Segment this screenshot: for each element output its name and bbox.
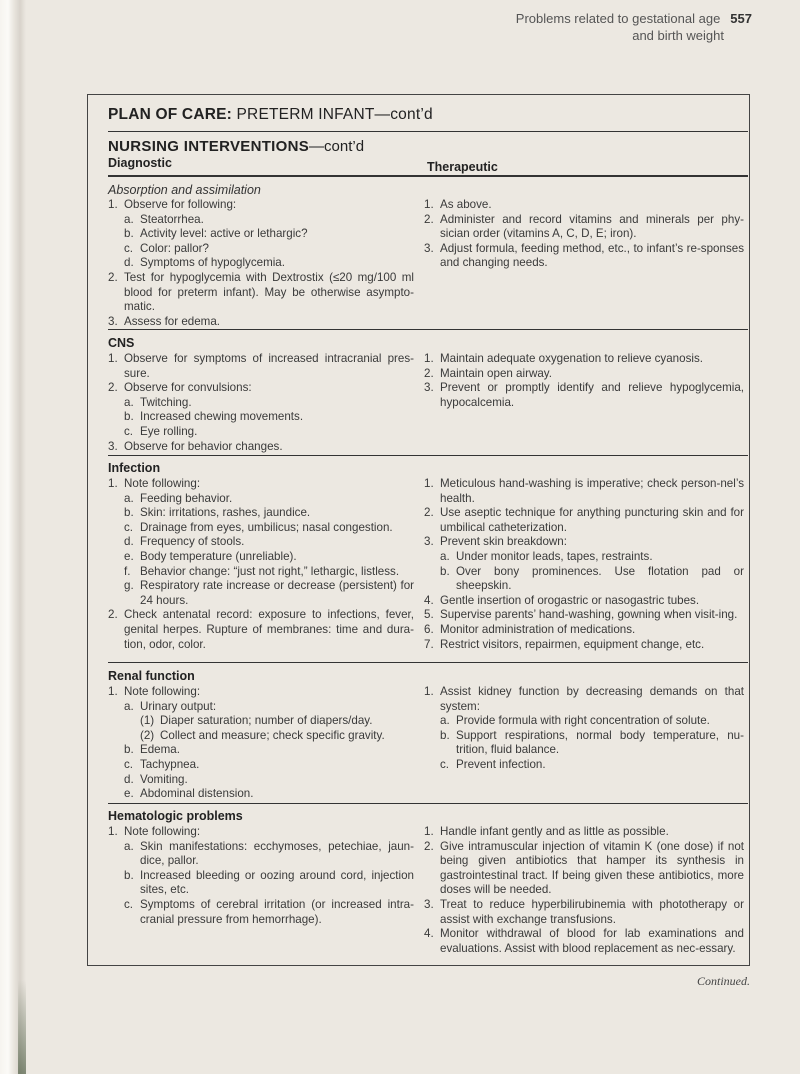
list-item (440, 714, 744, 729)
item-number: 4. (424, 593, 434, 607)
item-text: Observe for convulsions: (124, 381, 252, 395)
list-item (440, 550, 744, 565)
list-item (124, 242, 414, 257)
item-number: 7. (424, 637, 434, 651)
item-text: Note following: (124, 685, 201, 698)
renal-diagnostic (108, 685, 414, 802)
list-item (124, 579, 414, 608)
list-item (424, 685, 744, 714)
item-text: Give intramuscular injection of vitamin K (one dose) if not being given antibiotics that hamper its synthesis in gastrointestinal tract. If being given these antibiotics, more doses will be needed. (440, 839, 744, 897)
item-text: Observe for following: (124, 198, 237, 211)
item-text: Over bony prominences. Use flotation pad or sheepskin. (456, 564, 744, 593)
item-text: Restrict visitors, repairmen, equipment change, etc. (440, 637, 705, 651)
item-text: As above. (440, 198, 492, 211)
list-item (424, 506, 744, 535)
item-text: Skin: irritations, rashes, jaundice. (140, 506, 311, 520)
divider (108, 455, 748, 456)
list-item (440, 729, 744, 758)
list-item (124, 506, 414, 521)
list-item (108, 685, 414, 700)
item-number: (1) (140, 714, 155, 728)
item-number: 1. (424, 352, 434, 365)
list-item (124, 521, 414, 536)
list-item (124, 869, 414, 898)
nursing-bold: NURSING INTERVENTIONS (108, 138, 310, 155)
item-text: Provide formula with right concentration of solute. (456, 714, 710, 728)
item-text: Note following: (124, 477, 201, 490)
item-text: Behavior change: “just not right,” lethargic, listless. (140, 564, 400, 578)
section-title-cns: CNS (108, 336, 135, 350)
divider (108, 329, 748, 330)
item-text: Steatorrhea. (140, 212, 204, 226)
list-item (108, 198, 414, 213)
item-number: 3. (108, 314, 118, 328)
list-item (424, 825, 744, 840)
plan-title-bold: PLAN OF CARE: (108, 106, 233, 123)
item-number: 1. (424, 198, 434, 211)
item-number: 2. (108, 270, 118, 284)
item-text: Observe for symptoms of increased intracranial pres-sure. (124, 352, 414, 380)
item-number: c. (124, 241, 134, 255)
list-item (140, 729, 414, 744)
item-number: 3. (424, 897, 434, 911)
item-text: Treat to reduce hyperbilirubinemia with phototherapy or assist with exchange transfusions. (440, 897, 744, 926)
list-item (124, 213, 414, 228)
list-item (424, 198, 744, 213)
list-item (108, 477, 414, 492)
item-number: a. (124, 699, 134, 713)
item-text: Supervise parents’ hand-washing, gowning when visit-ing. (440, 608, 738, 622)
item-text: Adjust formula, feeding method, etc., to infant’s re-sponses and changing needs. (440, 241, 744, 270)
item-number: 1. (108, 685, 118, 698)
item-text: Twitching. (140, 395, 192, 409)
list-item (424, 381, 744, 410)
item-number: b. (124, 868, 134, 882)
item-text: Color: pallor? (140, 241, 209, 255)
item-text: Prevent infection. (456, 757, 546, 771)
item-text: Handle infant gently and as little as possible. (440, 825, 669, 838)
list-item (124, 227, 414, 242)
list-item (440, 565, 744, 594)
item-text: Gentle insertion of orogastric or nasogastric tubes. (440, 593, 700, 607)
list-item (124, 492, 414, 507)
nursing-rest: —cont’d (309, 138, 365, 155)
item-text: Symptoms of cerebral irritation (or increased intra-cranial pressure from hemorrhage). (140, 897, 414, 926)
list-item (424, 352, 744, 367)
item-text: Test for hypoglycemia with Dextrostix (≤20 mg/100 ml blood for preterm infant). May be otherwise asympto-matic. (124, 270, 414, 314)
item-text: Meticulous hand-washing is imperative; check person-nel’s health. (440, 477, 744, 505)
list-item (108, 271, 414, 315)
column-header-diagnostic: Diagnostic (108, 156, 172, 170)
item-text: Vomiting. (140, 772, 188, 786)
item-text: Observe for behavior changes. (124, 439, 283, 453)
item-text: Maintain adequate oxygenation to relieve cyanosis. (440, 352, 703, 365)
running-head-line1: Problems related to gestational age (515, 11, 721, 26)
item-number: 1. (108, 352, 118, 365)
list-item (124, 535, 414, 550)
list-item (124, 550, 414, 565)
item-number: 1. (424, 685, 434, 698)
list-item (124, 425, 414, 440)
item-text: Body temperature (unreliable). (140, 549, 297, 563)
item-text: Diaper saturation; number of diapers/day. (160, 714, 373, 728)
item-number: b. (124, 227, 134, 241)
item-number: 1. (108, 198, 118, 211)
item-number: (2) (140, 728, 155, 742)
list-item (424, 367, 744, 382)
item-text: Activity level: active or lethargic? (140, 227, 308, 241)
renal-therapeutic (424, 685, 744, 773)
item-text: Prevent skin breakdown: (440, 535, 567, 549)
item-number: b. (124, 506, 134, 520)
plan-title-rest: PRETERM INFANT—cont’d (232, 106, 433, 123)
item-text: Eye rolling. (140, 424, 198, 438)
item-text: Increased chewing movements. (140, 410, 304, 424)
item-number: 2. (108, 381, 118, 395)
item-text: Check antenatal record: exposure to infections, fever, genital herpes. Rupture of membranes: time and dura-tion, odor, color. (124, 608, 414, 651)
item-text: Edema. (140, 743, 180, 757)
running-head (516, 10, 752, 44)
item-number: 2. (424, 366, 434, 380)
cns-therapeutic (424, 352, 744, 410)
list-item (424, 477, 744, 506)
item-number: a. (124, 212, 134, 226)
cns-diagnostic (108, 352, 414, 454)
item-number: 2. (424, 212, 434, 226)
divider (108, 131, 748, 132)
item-text: Note following: (124, 825, 201, 838)
item-text: Administer and record vitamins and minerals per phy-sician order (vitamins A, C, D, E; iron). (440, 212, 744, 241)
item-number: 3. (424, 381, 434, 395)
item-number: a. (440, 549, 450, 563)
hematologic-diagnostic (108, 825, 414, 927)
item-number: b. (124, 743, 134, 757)
list-item (124, 758, 414, 773)
item-number: 2. (108, 608, 118, 622)
hematologic-therapeutic (424, 825, 744, 956)
divider (108, 803, 748, 804)
item-number: c. (124, 424, 134, 438)
nursing-interventions-heading (108, 138, 364, 155)
item-number: 6. (424, 622, 434, 636)
list-item (124, 898, 414, 927)
list-item (424, 213, 744, 242)
item-number: c. (124, 897, 134, 911)
list-item (124, 840, 414, 869)
list-item (124, 787, 414, 802)
list-item (108, 381, 414, 396)
divider (108, 175, 748, 177)
list-item (140, 714, 414, 729)
list-item (424, 898, 744, 927)
list-item (424, 242, 744, 271)
section-title-absorption: Absorption and assimilation (108, 183, 261, 197)
list-item (124, 410, 414, 425)
section-title-renal: Renal function (108, 669, 195, 683)
item-text: Feeding behavior. (140, 491, 233, 505)
item-number: 3. (108, 439, 118, 453)
list-item (424, 623, 744, 638)
item-number: d. (124, 535, 134, 549)
item-text: Assess for edema. (124, 314, 221, 328)
item-number: 3. (424, 241, 434, 255)
list-item (108, 315, 414, 330)
item-number: 1. (108, 825, 118, 838)
list-item (440, 758, 744, 773)
item-number: 4. (424, 927, 434, 941)
item-number: a. (124, 839, 134, 853)
list-item (424, 638, 744, 653)
item-text: Maintain open airway. (440, 366, 552, 380)
item-text: Urinary output: (140, 699, 217, 713)
item-number: f. (124, 564, 131, 578)
item-text: Respiratory rate increase or decrease (persistent) for 24 hours. (140, 579, 414, 607)
absorption-therapeutic (424, 198, 744, 271)
continued-note: Continued. (697, 974, 750, 988)
section-title-infection: Infection (108, 461, 161, 475)
item-number: 1. (424, 477, 434, 490)
item-text: Drainage from eyes, umbilicus; nasal congestion. (140, 520, 393, 534)
page-number: 557 (730, 11, 752, 26)
item-number: b. (440, 564, 450, 578)
divider (108, 662, 748, 663)
infection-therapeutic (424, 477, 744, 652)
item-number: e. (124, 787, 134, 801)
item-number: c. (440, 757, 450, 771)
list-item (108, 440, 414, 455)
item-text: Frequency of stools. (140, 535, 245, 549)
item-number: b. (124, 410, 134, 424)
list-item (124, 700, 414, 715)
item-text: Under monitor leads, tapes, restraints. (456, 549, 653, 563)
list-item (124, 396, 414, 411)
item-number: g. (124, 579, 134, 593)
item-text: Prevent or promptly identify and relieve hypoglycemia, hypocalcemia. (440, 381, 744, 409)
item-number: 2. (424, 506, 434, 520)
list-item (108, 352, 414, 381)
item-number: c. (124, 520, 134, 534)
item-text: Support respirations, normal body temperature, nu-trition, fluid balance. (456, 728, 744, 757)
item-text: Symptoms of hypoglycemia. (140, 256, 285, 270)
list-item (124, 256, 414, 271)
item-text: Monitor withdrawal of blood for lab examinations and evaluations. Assist with blood replacement as nec-essary. (440, 927, 744, 955)
list-item (424, 608, 744, 623)
list-item (124, 743, 414, 758)
absorption-diagnostic (108, 198, 414, 329)
item-number: a. (124, 491, 134, 505)
list-item (424, 927, 744, 956)
item-number: a. (124, 395, 134, 409)
running-head-line2: and birth weight (632, 28, 724, 43)
item-number: b. (440, 728, 450, 742)
column-header-therapeutic: Therapeutic (427, 160, 498, 174)
list-item (124, 773, 414, 788)
list-item (108, 608, 414, 652)
item-text: Tachypnea. (140, 757, 200, 771)
item-number: 3. (424, 535, 434, 549)
item-number: d. (124, 772, 134, 786)
list-item (124, 565, 414, 580)
item-number: c. (124, 757, 134, 771)
item-text: Assist kidney function by decreasing demands on that system: (440, 685, 744, 713)
list-item (424, 535, 744, 550)
section-title-hematologic: Hematologic problems (108, 809, 243, 823)
item-number: a. (440, 714, 450, 728)
list-item (108, 825, 414, 840)
item-text: Skin manifestations: ecchymoses, petechiae, jaun-dice, pallor. (140, 839, 414, 868)
item-number: 2. (424, 839, 434, 853)
list-item (424, 594, 744, 609)
list-item (424, 840, 744, 898)
infection-diagnostic (108, 477, 414, 652)
item-number: e. (124, 549, 134, 563)
item-number: d. (124, 256, 134, 270)
item-text: Abdominal distension. (140, 787, 254, 801)
item-number: 1. (108, 477, 118, 490)
plan-title (108, 106, 433, 124)
item-text: Monitor administration of medications. (440, 622, 636, 636)
item-text: Increased bleeding or oozing around cord, injection sites, etc. (140, 868, 414, 897)
item-text: Use aseptic technique for anything puncturing skin and for umbilical catheterization. (440, 506, 744, 534)
item-number: 1. (424, 825, 434, 838)
book-binding (0, 0, 26, 1074)
item-text: Collect and measure; check specific gravity. (160, 728, 385, 742)
item-number: 5. (424, 608, 434, 622)
